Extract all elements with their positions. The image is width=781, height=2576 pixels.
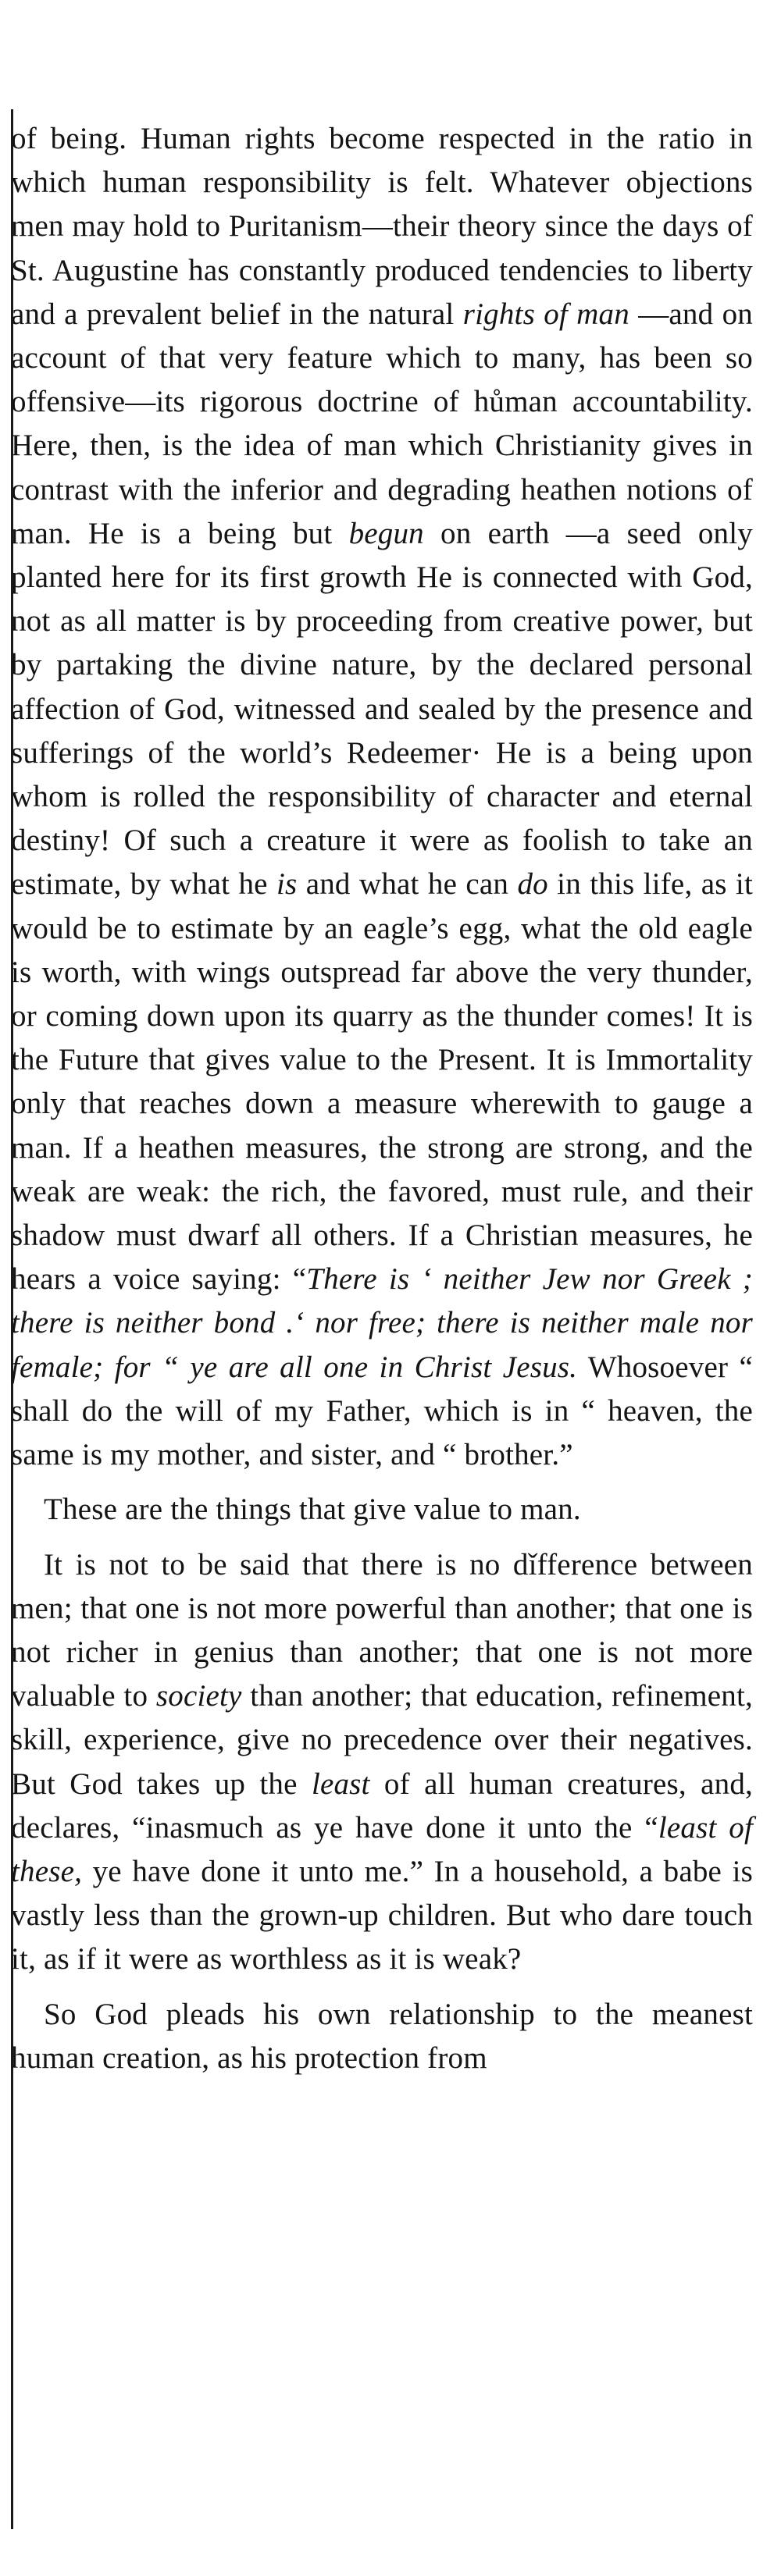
text-run: These are the things that give value to man. [44,1493,581,1527]
italic-run: rights of man [462,297,629,331]
text-run: So God pleads his own relationship to the meanest human creation, as his protection from [11,1997,753,2075]
text-run: Whosoever “ shall do the will of my Father, which is in “ heaven, the same is my mother, and sister, and “ brother.” [11,1350,753,1472]
paragraph-4 [11,1993,753,2080]
article-body [11,117,753,2080]
text-run: It is not to be said that there is no dǐfference between men; that one is not more powerful than another; that one is not richer in genius than another; that one is not more valuable to [11,1547,753,1713]
text-run: in this life, as it would be to estimate by an eagle’s egg, what the old eagle is worth, with wings outspread far above the very thunder, or coming down upon its quarry as the thunder comes! It is the Future that gives value to the Present. It is Immortality only that reaches down a measure wherewith to gauge a man. If a heathen measures, the strong are strong, and the weak are weak: the rich, the favored, must rule, and their shadow must dwarf all others. If a Christian measures, he hears a voice saying: “ [11,867,753,1297]
paragraph-2 [11,1488,753,1532]
italic-run: do [517,867,548,902]
italic-run: least of these, [11,1810,754,1888]
italic-run: is [276,867,298,902]
text-run: than another; that education, refinement, skill, experience, give no precedence over their negatives. But God takes up the [11,1679,753,1801]
italic-run: least [311,1767,370,1801]
text-run: of all human creatures, and, declares, “inasmuch as ye have done it unto the “ [11,1767,753,1845]
text-run: and what he can [297,867,518,902]
text-run: ye have done it unto me.” In a household, a babe is vastly less than the grown-up children. But who dare touch it, as if it were as worthless as it is weak? [11,1854,753,1976]
text-run: —and on account of that very feature which to many, has been so offensive—its rigorous doctrine of hůman accountability. Here, then, is the idea of man which Christianity gives in contrast with the inferior and degrading heathen notions of man. He is a being but [11,297,753,550]
italic-run: society [155,1679,242,1713]
italic-run: begun [348,516,424,550]
paragraph-1 [11,117,753,1477]
text-run: on earth —a seed only planted here for its first growth He is connected with God, not as all matter is by proceeding from creative power, but by partaking the divine nature, by the declared personal affection of God, witnessed and sealed by the presence and sufferings of the world’s Redeemer· He is a being upon whom is rolled the responsibility of character and eternal destiny! Of such a creature it were as foolish to take an estimate, by what he [11,516,753,902]
text-run: of being. Human rights become respected in the ratio in which human responsibility is felt. Whatever objections men may hold to Puritanism—their theory since the days of St. Augustine has constantly produced tendencies to liberty and a prevalent belief in the natural [11,122,753,331]
paragraph-3 [11,1543,753,1982]
italic-run: There is ‘ neither Jew nor Greek ; there is neither bond .‘ nor free; there is neither male nor female; for “ ye are all one in Christ Jesus. [11,1262,753,1384]
